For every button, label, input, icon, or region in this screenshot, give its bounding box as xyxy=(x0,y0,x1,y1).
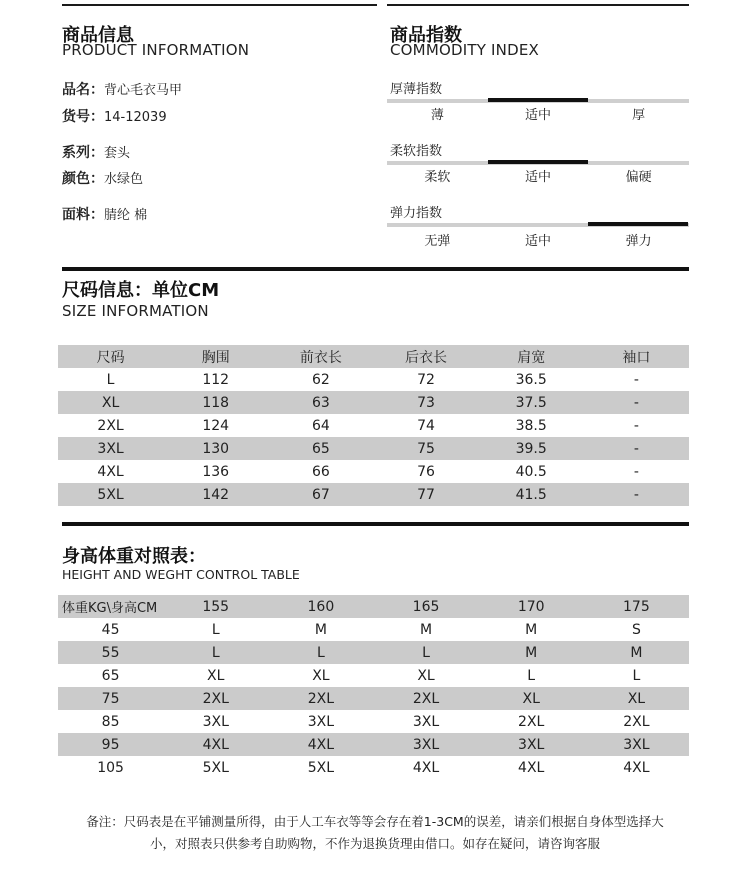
table-cell: M xyxy=(479,641,584,664)
table-cell: M xyxy=(420,621,433,638)
index-option: 适中 xyxy=(525,108,552,123)
table-cell: 64 xyxy=(311,417,330,434)
field-name xyxy=(62,79,182,99)
top-rule-right xyxy=(387,4,689,6)
field-label: 货号： xyxy=(62,109,104,125)
table-cell: 2XL xyxy=(373,687,478,710)
size-note xyxy=(50,811,700,855)
table-cell: 2XL xyxy=(163,687,268,710)
index-thickness-marker xyxy=(488,98,588,102)
table-cell: 3XL xyxy=(584,733,689,756)
table-row xyxy=(58,368,689,391)
table-cell: 38.5 xyxy=(515,417,547,434)
table-cell: XL xyxy=(312,667,330,684)
field-value: 背心毛衣马甲 xyxy=(104,83,183,98)
table-cell: 105 xyxy=(97,759,124,776)
table-cell: 40.5 xyxy=(515,463,547,480)
index-elasticity-bar xyxy=(387,223,689,227)
table-cell: 62 xyxy=(311,371,330,388)
field-sku xyxy=(62,106,167,126)
table-cell: 2XL xyxy=(268,687,373,710)
table-cell: 4XL xyxy=(163,733,268,756)
size-table xyxy=(58,345,689,506)
note-line-1: 备注：尺码表是在平铺测量所得，由于人工车衣等等会存在着1-3CM的误差，请亲们根据自身体型选择大 xyxy=(86,814,664,829)
table-cell: 75 xyxy=(373,437,478,460)
table-header-cell: 155 xyxy=(163,595,268,618)
table-cell: L xyxy=(106,371,115,388)
field-label: 面料： xyxy=(62,207,104,223)
table-cell: 65 xyxy=(101,667,120,684)
table-header-cell: 170 xyxy=(479,595,584,618)
field-value: 水绿色 xyxy=(104,172,144,187)
index-softness-marker xyxy=(488,160,588,164)
size-title-cn: 尺码信息：单位CM xyxy=(62,280,220,301)
table-cell: - xyxy=(584,391,689,414)
field-label: 颜色： xyxy=(62,171,104,187)
table-cell: 3XL xyxy=(202,713,229,730)
table-cell: - xyxy=(633,463,639,480)
table-cell: 37.5 xyxy=(479,391,584,414)
table-cell: 118 xyxy=(163,391,268,414)
table-cell: M xyxy=(584,641,689,664)
table-cell: 65 xyxy=(268,437,373,460)
table-cell: - xyxy=(633,371,639,388)
table-cell: 63 xyxy=(268,391,373,414)
index-thickness-options xyxy=(387,104,689,123)
table-cell: 5XL xyxy=(58,483,163,506)
table-cell: 39.5 xyxy=(479,437,584,460)
index-elasticity-marker xyxy=(588,222,688,226)
table-cell: 66 xyxy=(311,463,330,480)
table-header-row xyxy=(58,595,689,618)
table-cell: M xyxy=(525,621,538,638)
table-header-cell: 尺码 xyxy=(58,345,163,368)
table-header-cell: 后衣长 xyxy=(373,345,478,368)
table-cell: 4XL xyxy=(97,463,124,480)
table-row xyxy=(58,756,689,779)
field-value: 腈纶 棉 xyxy=(104,208,148,223)
table-cell: 76 xyxy=(417,463,435,480)
table-cell: 136 xyxy=(202,463,230,480)
table-cell: 72 xyxy=(417,371,435,388)
hw-section-rule xyxy=(62,522,689,526)
index-thickness-title: 厚薄指数 xyxy=(390,82,443,97)
index-option: 无弹 xyxy=(424,234,451,249)
table-cell: L xyxy=(373,641,478,664)
size-title-en: SIZE INFORMATION xyxy=(62,302,209,320)
table-cell: 4XL xyxy=(412,759,440,776)
table-cell: L xyxy=(527,667,536,684)
table-cell: 3XL xyxy=(373,733,478,756)
size-section-rule xyxy=(62,267,689,271)
index-option: 弹力 xyxy=(625,234,652,249)
table-row xyxy=(58,687,689,710)
table-cell: L xyxy=(632,667,641,684)
table-cell: 77 xyxy=(373,483,478,506)
table-header-cell: 175 xyxy=(584,595,689,618)
table-row xyxy=(58,733,689,756)
table-header-cell: 160 xyxy=(268,595,373,618)
table-cell: 3XL xyxy=(479,733,584,756)
commodity-title-en: COMMODITY INDEX xyxy=(390,41,539,59)
height-weight-table xyxy=(58,595,689,779)
table-cell: 95 xyxy=(58,733,163,756)
table-row xyxy=(58,391,689,414)
product-title-cn: 商品信息 xyxy=(62,25,134,46)
index-elasticity-title: 弹力指数 xyxy=(390,206,443,221)
table-header-cell: 体重KG\身高CM xyxy=(58,595,163,618)
table-cell: XL xyxy=(417,667,435,684)
table-cell: 3XL xyxy=(307,713,335,730)
table-cell: 74 xyxy=(417,417,435,434)
top-rule-left xyxy=(62,4,377,6)
table-row xyxy=(58,414,689,437)
table-cell: 4XL xyxy=(518,759,545,776)
table-cell: 75 xyxy=(58,687,163,710)
table-header-cell: 肩宽 xyxy=(479,345,584,368)
table-cell: L xyxy=(163,641,268,664)
table-cell: 142 xyxy=(163,483,268,506)
table-cell: 2XL xyxy=(518,713,545,730)
table-cell: 2XL xyxy=(623,713,650,730)
field-label: 品名： xyxy=(62,82,104,98)
index-softness-options xyxy=(387,166,689,185)
table-cell: XL xyxy=(207,667,225,684)
index-softness-bar xyxy=(387,161,689,165)
index-elasticity-options xyxy=(387,230,689,249)
index-thickness-bar xyxy=(387,99,689,103)
table-cell: 124 xyxy=(202,417,230,434)
hw-title-cn: 身高体重对照表： xyxy=(62,546,206,567)
table-cell: 5XL xyxy=(202,759,229,776)
table-cell: 4XL xyxy=(623,759,650,776)
table-cell: L xyxy=(268,641,373,664)
table-cell: 41.5 xyxy=(479,483,584,506)
table-row xyxy=(58,460,689,483)
table-cell: 4XL xyxy=(268,733,373,756)
table-header-cell: 胸围 xyxy=(163,345,268,368)
table-cell: 85 xyxy=(101,713,120,730)
table-cell: 67 xyxy=(268,483,373,506)
table-cell: - xyxy=(584,437,689,460)
table-cell: XL xyxy=(479,687,584,710)
field-color xyxy=(62,168,143,188)
table-header-cell: 前衣长 xyxy=(268,345,373,368)
table-cell: 130 xyxy=(163,437,268,460)
table-cell: 45 xyxy=(101,621,120,638)
commodity-title-cn: 商品指数 xyxy=(390,25,462,46)
table-cell: 3XL xyxy=(412,713,440,730)
field-label: 系列： xyxy=(62,145,104,161)
table-cell: 73 xyxy=(373,391,478,414)
index-option: 厚 xyxy=(632,108,646,123)
index-option: 薄 xyxy=(430,108,444,123)
table-row xyxy=(58,437,689,460)
index-option: 适中 xyxy=(525,234,552,249)
table-cell: L xyxy=(211,621,220,638)
table-cell: 3XL xyxy=(58,437,163,460)
table-row xyxy=(58,641,689,664)
table-row xyxy=(58,483,689,506)
table-row xyxy=(58,618,689,641)
table-header-row xyxy=(58,345,689,368)
table-header-cell: 165 xyxy=(373,595,478,618)
table-cell: 2XL xyxy=(97,417,124,434)
field-value: 套头 xyxy=(104,146,131,161)
table-cell: S xyxy=(631,621,641,638)
table-row xyxy=(58,710,689,733)
index-softness-title: 柔软指数 xyxy=(390,144,443,159)
table-cell: 55 xyxy=(58,641,163,664)
product-title-en: PRODUCT INFORMATION xyxy=(62,41,250,59)
table-cell: XL xyxy=(58,391,163,414)
index-option: 柔软 xyxy=(424,170,451,185)
index-option: 偏硬 xyxy=(625,170,652,185)
table-cell: 36.5 xyxy=(515,371,547,388)
field-value: 14-12039 xyxy=(104,110,167,125)
table-row xyxy=(58,664,689,687)
field-series xyxy=(62,142,130,162)
field-fabric xyxy=(62,204,147,224)
table-cell: 112 xyxy=(202,371,230,388)
index-option: 适中 xyxy=(525,170,552,185)
note-line-2: 小，对照表只供参考自助购物，不作为退换货理由借口。如存在疑问，请咨询客服 xyxy=(149,836,600,851)
table-cell: - xyxy=(584,483,689,506)
table-header-cell: 袖口 xyxy=(584,345,689,368)
table-cell: M xyxy=(314,621,327,638)
hw-title-en: HEIGHT AND WEGHT CONTROL TABLE xyxy=(62,567,300,582)
table-cell: - xyxy=(633,417,639,434)
table-cell: 5XL xyxy=(307,759,335,776)
table-cell: XL xyxy=(584,687,689,710)
